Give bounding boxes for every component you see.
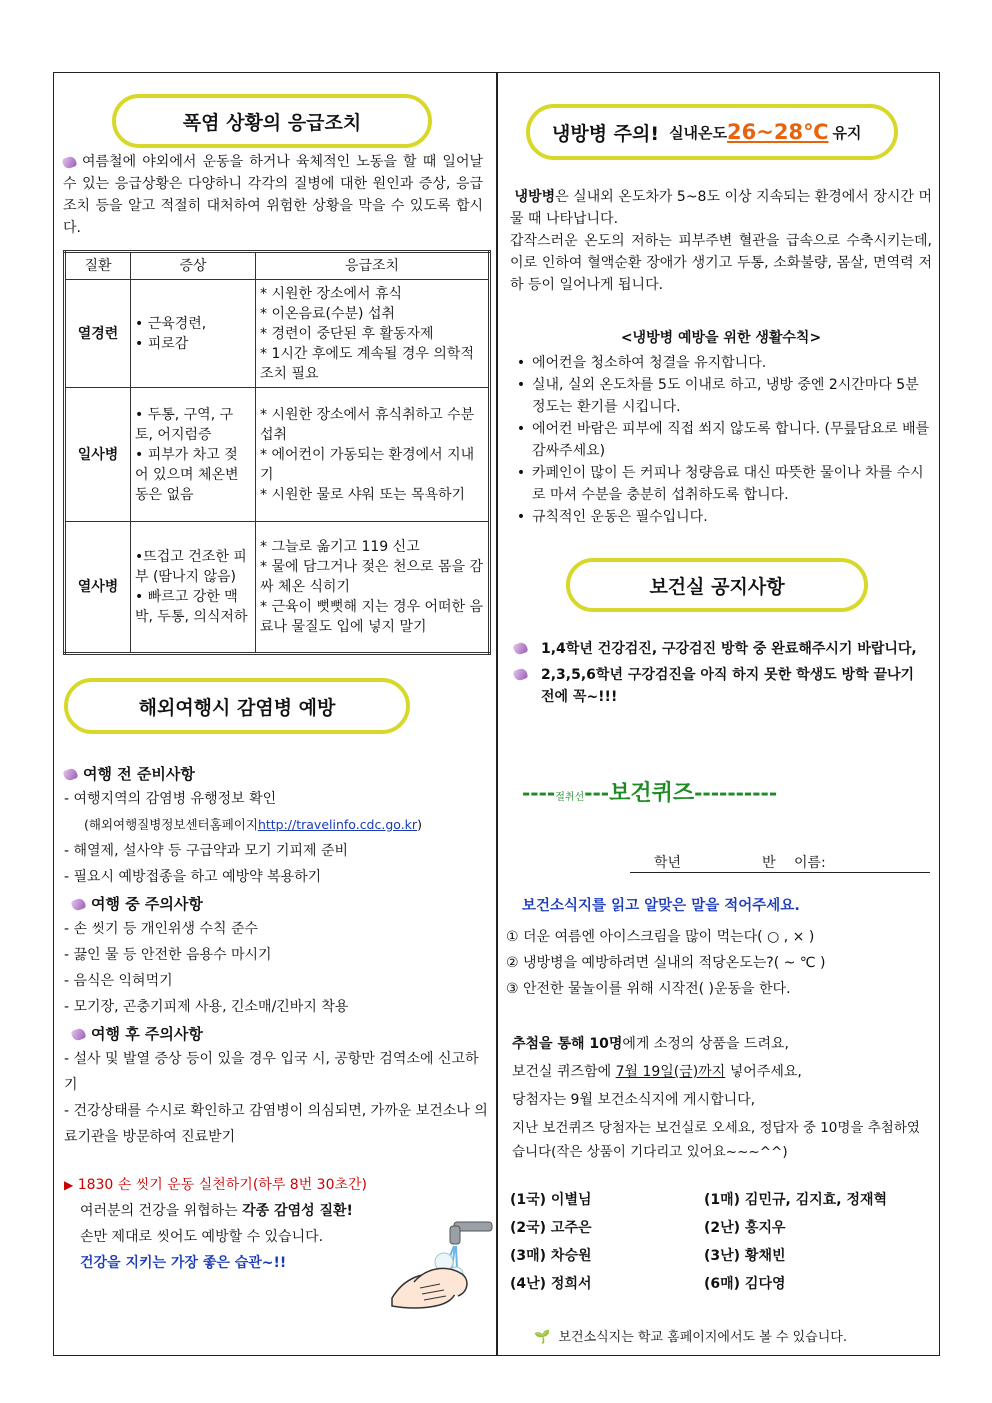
after-travel-heading: 여행 후 주의사항 bbox=[64, 1022, 488, 1046]
winners-row bbox=[510, 1214, 934, 1242]
list-item: - 설사 및 발열 증상 등이 있을 경우 입국 시, 공항만 검역소에 신고하기 bbox=[64, 1051, 479, 1093]
quiz-question[interactable]: ② 냉방병을 예방하려면 실내의 적당온도는?( ~ ℃ ) bbox=[506, 955, 826, 971]
list-item: • 에어컨 바람은 피부에 직접 쐬지 않도록 합니다. (무릎담요로 배를 감싸주세요) bbox=[516, 421, 930, 459]
table-row bbox=[65, 280, 490, 388]
rules-list bbox=[510, 352, 932, 528]
heatstroke-title-pill bbox=[112, 94, 432, 148]
winner-entry: (1국) 이별님 bbox=[510, 1192, 592, 1208]
quiz-cut-line: ----절취선---보건퀴즈---------- bbox=[522, 781, 778, 806]
name-label: 이름: bbox=[794, 855, 826, 871]
symptoms-cell bbox=[131, 522, 256, 654]
list-item: - 필요시 예방접종을 하고 예방약 복용하기 bbox=[64, 869, 322, 885]
list-item: • 에어컨을 청소하여 청결을 유지합니다. bbox=[516, 355, 767, 371]
list-item: - 손 씻기 등 개인위생 수칙 준수 bbox=[64, 921, 259, 937]
symptom-item: • 피로감 bbox=[135, 335, 189, 352]
before-travel-heading: 여행 전 준비사항 bbox=[64, 762, 488, 786]
action-item: * 이온음료(수분) 섭취 bbox=[260, 305, 396, 322]
heatstroke-title: 폭염 상황의 응급조치 bbox=[182, 111, 362, 134]
winner-entry: (1매) 김민규, 김지효, 정재혁 bbox=[704, 1192, 888, 1208]
gem-bullet-icon bbox=[71, 897, 87, 912]
winners-row bbox=[510, 1270, 934, 1298]
list-item: 2,3,5,6학년 구강검진을 아직 하지 못한 학생도 방학 끝나기 전에 꼭~!!! bbox=[514, 664, 932, 708]
winner-entry: (2난) 홍지우 bbox=[704, 1220, 786, 1236]
action-item: * 시원한 장소에서 휴식 bbox=[260, 285, 403, 302]
travel-info-link[interactable]: http://travelinfo.cdc.go.kr bbox=[257, 817, 418, 832]
action-item: * 에어컨이 가동되는 환경에서 지내기 bbox=[260, 446, 475, 483]
footer-note: 🌱 보건소식지는 학교 홈페이지에서도 볼 수 있습니다. bbox=[534, 1330, 847, 1345]
prize-line: 보건실 퀴즈함에 7월 19일(금)까지 넣어주세요, bbox=[512, 1064, 802, 1080]
notice-title: 보건실 공지사항 bbox=[649, 575, 785, 598]
gem-bullet-icon bbox=[71, 1027, 87, 1042]
gem-bullet-icon bbox=[63, 767, 79, 782]
list-item: - 모기장, 곤충기피제 사용, 긴소매/긴바지 착용 bbox=[64, 999, 349, 1015]
table-row bbox=[65, 522, 490, 654]
handwash-slogan: 건강을 지키는 가장 좋은 습관~!! bbox=[80, 1255, 287, 1271]
quiz-questions bbox=[506, 924, 932, 1002]
rules-heading: <냉방병 예방을 위한 생활수칙> bbox=[620, 330, 822, 346]
handwash-line: 여러분의 건강을 위협하는 각종 감염성 질환! bbox=[80, 1203, 353, 1219]
cooling-paragraph: 갑작스러운 온도의 저하는 피부주변 혈관을 급속으로 수축시키는데, 이로 인하여 혈액순환 장애가 생기고 두통, 소화불량, 몸살, 면역력 저하 등이 일어나게 됩니다. bbox=[510, 233, 932, 293]
action-item: * 그늘로 옮기고 119 신고 bbox=[260, 539, 420, 555]
cooling-subtitle: 실내온도 bbox=[669, 123, 728, 142]
red-triangle-icon: ▶ bbox=[64, 1178, 74, 1192]
class-label: 반 bbox=[762, 855, 776, 871]
action-item: * 경련이 중단된 후 활동자제 bbox=[260, 325, 434, 342]
prize-info bbox=[512, 1030, 932, 1164]
notice-title-pill bbox=[566, 558, 868, 612]
quiz-question[interactable]: ① 더운 여름엔 아이스크림을 많이 먹는다( ○ , × ) bbox=[506, 929, 815, 945]
actions-cell bbox=[256, 522, 490, 654]
quiz-title: 보건퀴즈 bbox=[609, 781, 695, 806]
handwash-headline: ▶ 1830 손 씻기 운동 실천하기(하루 8번 30초간) bbox=[64, 1177, 367, 1193]
first-aid-table bbox=[63, 250, 491, 655]
action-item: * 근육이 뻣뻣해 지는 경우 어떠한 음료나 물질도 입에 넣지 말기 bbox=[260, 599, 484, 635]
winners-row bbox=[510, 1242, 934, 1270]
winners-row bbox=[510, 1186, 934, 1214]
symptom-item: • 빠르고 강한 맥박, 두통, 의식저하 bbox=[135, 589, 248, 625]
prize-line: 지난 보건퀴즈 당첨자는 보건실로 오세요, 정답자 중 10명을 추첨하였습니다(작은 상품이 기다리고 있어요~~~^^) bbox=[512, 1120, 920, 1160]
handwash-line: 손만 제대로 씻어도 예방할 수 있습니다. bbox=[80, 1229, 324, 1245]
winner-entry: (2국) 고주은 bbox=[510, 1220, 592, 1236]
deadline: 7월 19일(금)까지 bbox=[615, 1064, 726, 1080]
symptom-item: • 두통, 구역, 구토, 어지럼증 bbox=[135, 406, 234, 443]
list-item: - 음식은 익혀먹기 bbox=[64, 973, 173, 989]
disease-name: 열경련 bbox=[65, 280, 131, 388]
action-item: * 시원한 물로 샤워 또는 목욕하기 bbox=[260, 486, 466, 503]
gem-bullet-icon bbox=[62, 155, 78, 170]
disease-name: 일사병 bbox=[65, 388, 131, 522]
actions-cell bbox=[256, 280, 490, 388]
list-item: • 규칙적인 운동은 필수입니다. bbox=[516, 509, 708, 525]
travel-info-site: (해외여행질병정보센터홈페이지http://travelinfo.cdc.go.kr) bbox=[84, 817, 422, 832]
symptoms-cell bbox=[131, 388, 256, 522]
winner-entry: (6매) 김다영 bbox=[704, 1276, 786, 1292]
cooling-suffix: 유지 bbox=[832, 123, 862, 142]
prize-line: 추첨을 통해 10명에게 소정의 상품을 드려요, bbox=[512, 1036, 789, 1052]
list-item: 1,4학년 건강검진, 구강검진 방학 중 완료해주시기 바랍니다, bbox=[514, 638, 932, 660]
winners-list bbox=[510, 1186, 934, 1298]
student-info-line[interactable] bbox=[630, 852, 930, 873]
table-header: 질환 bbox=[65, 252, 131, 280]
cooling-rules bbox=[510, 326, 932, 528]
list-item: - 해열제, 설사약 등 구급약과 모기 기피제 준비 bbox=[64, 843, 349, 859]
heatstroke-intro: 여름철에 야외에서 운동을 하거나 육체적인 노동을 할 때 일어날 수 있는 응급상황은 다양하니 각각의 질병에 대한 원인과 증상, 응급조치 등을 알고 적절히 대처하여 위험한 상황을 막을 수 있도록 합시다. bbox=[63, 154, 483, 236]
notice-list bbox=[514, 638, 932, 708]
handwash-section bbox=[64, 1172, 424, 1276]
action-item: * 1시간 후에도 계속될 경우 의학적 조치 필요 bbox=[260, 345, 474, 382]
symptom-item: • 근육경련, bbox=[135, 315, 207, 332]
table-row bbox=[65, 388, 490, 522]
table-header-row bbox=[65, 252, 490, 280]
grade-label: 학년 bbox=[654, 855, 682, 871]
symptoms-cell bbox=[131, 280, 256, 388]
list-item: - 여행지역의 감염병 유행정보 확인 bbox=[64, 791, 277, 807]
during-travel-heading: 여행 중 주의사항 bbox=[64, 892, 488, 916]
action-item: * 시원한 장소에서 휴식취하고 수분 섭취 bbox=[260, 406, 475, 443]
handwashing-illustration-icon bbox=[384, 1218, 494, 1318]
actions-cell bbox=[256, 388, 490, 522]
winner-entry: (4난) 정희서 bbox=[510, 1276, 592, 1292]
table-header: 증상 bbox=[131, 252, 256, 280]
list-item: - 끓인 물 등 안전한 음용수 마시기 bbox=[64, 947, 272, 963]
cooling-description bbox=[510, 186, 932, 296]
gem-bullet-icon bbox=[513, 667, 529, 682]
symptom-item: • 피부가 차고 젖어 있으며 체온변동은 없음 bbox=[135, 446, 239, 503]
travel-title-pill bbox=[64, 678, 410, 734]
list-item: - 건강상태를 수시로 확인하고 감염병이 의심되면, 가까운 보건소나 의료기관을 방문하여 진료받기 bbox=[64, 1103, 488, 1145]
list-item: • 실내, 실외 온도차를 5도 이내로 하고, 냉방 중엔 2시간마다 5분 정도는 환기를 시킵니다. bbox=[516, 377, 919, 415]
symptom-item: •뜨겁고 건조한 피부 (땀나지 않음) bbox=[135, 549, 247, 585]
travel-title: 해외여행시 감염병 예방 bbox=[138, 696, 336, 719]
action-item: * 물에 담그거나 젖은 천으로 몸을 감싸 체온 식히기 bbox=[260, 559, 484, 595]
prize-line: 당첨자는 9월 보건소식지에 게시합니다, bbox=[512, 1092, 756, 1108]
sprout-icon: 🌱 bbox=[534, 1330, 551, 1345]
column-divider bbox=[496, 72, 498, 1356]
gem-bullet-icon bbox=[513, 641, 529, 656]
cooling-title: 냉방병 주의! bbox=[552, 122, 660, 145]
disease-name: 열사병 bbox=[65, 522, 131, 654]
cut-line-label: 절취선 bbox=[555, 792, 585, 803]
winner-entry: (3매) 차승원 bbox=[510, 1248, 592, 1264]
cooling-title-pill bbox=[526, 104, 898, 160]
travel-section bbox=[64, 762, 488, 1150]
cooling-paragraph: 냉방병은 실내외 온도차가 5~8도 이상 지속되는 환경에서 장시간 머물 때 나타납니다. bbox=[510, 189, 933, 227]
quiz-instruction: 보건소식지를 읽고 알맞은 말을 적어주세요. bbox=[522, 898, 800, 914]
cooling-temperature: 26~28℃ bbox=[727, 120, 829, 144]
quiz-question[interactable]: ③ 안전한 물놀이를 위해 시작전( )운동을 한다. bbox=[506, 981, 791, 997]
table-header: 응급조치 bbox=[256, 252, 490, 280]
winner-entry: (3난) 황채빈 bbox=[704, 1248, 786, 1264]
list-item: • 카페인이 많이 든 커피나 청량음료 대신 따뜻한 물이나 차를 수시로 마셔 수분을 충분히 섭취하도록 합니다. bbox=[516, 465, 924, 503]
